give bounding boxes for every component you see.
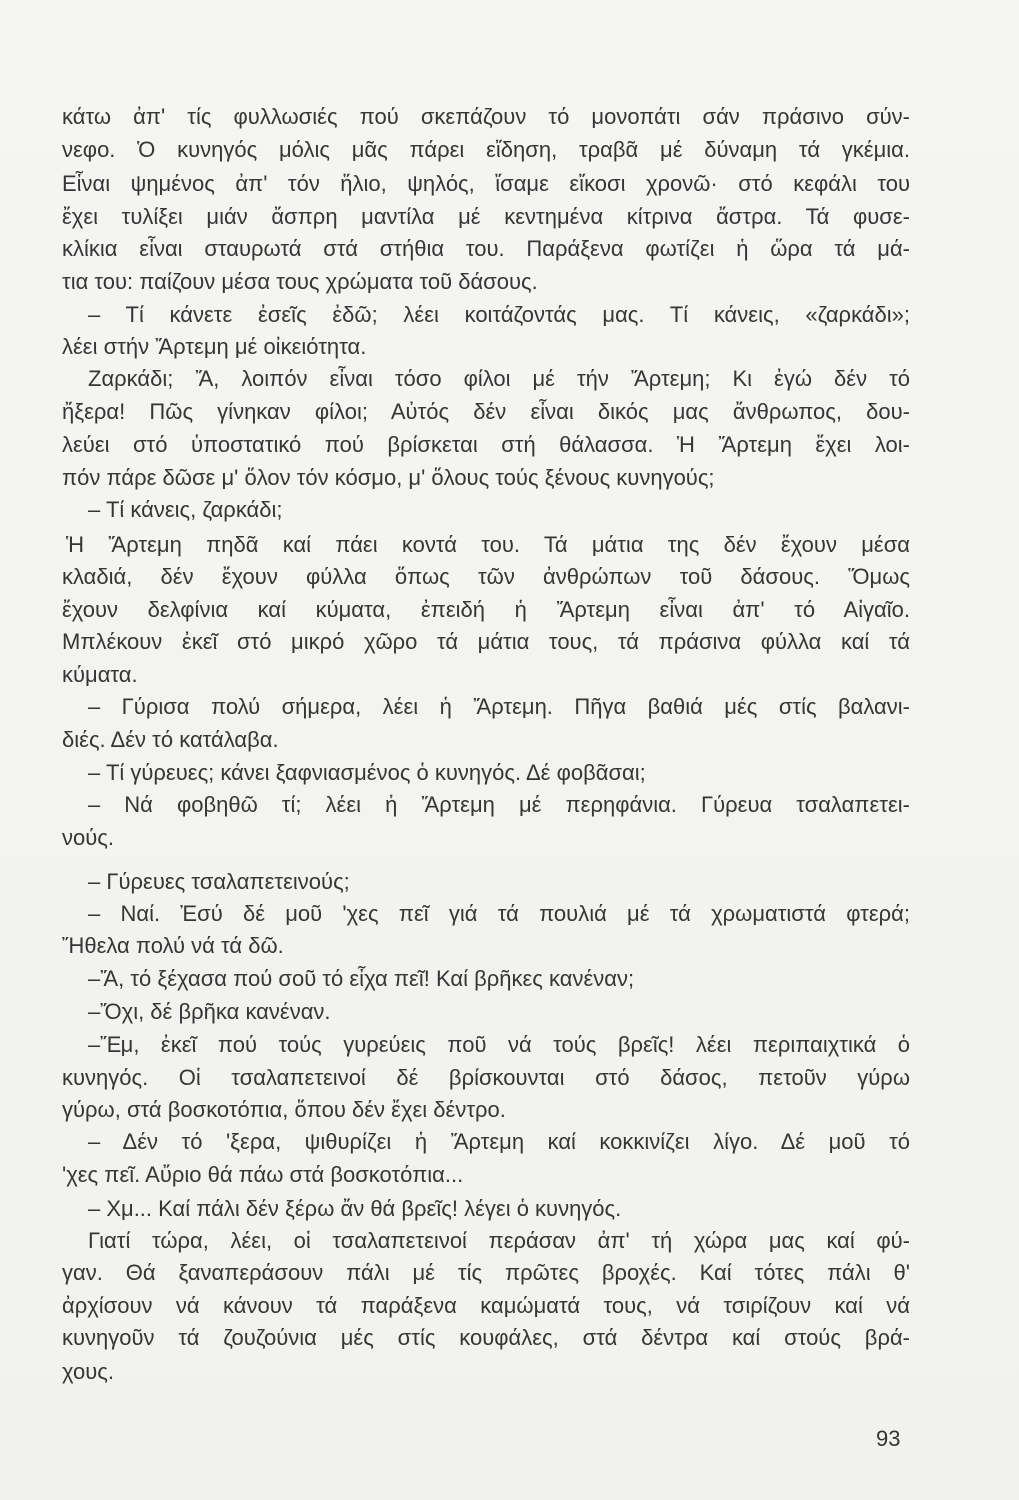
text-line: πόν πάρε δῶσε μ' ὅλον τόν κόσμο, μ' ὅλους τούς ξένους κυνηγούς; bbox=[62, 465, 715, 490]
dialogue-line: – Γύρευες τσαλαπετεινούς; bbox=[88, 869, 350, 894]
dialogue-line: – Γύρισα πολύ σήμερα, λέει ἡ Ἄρτεμη. Πῆγα βαθιά μές στίς βαλανι- bbox=[88, 694, 910, 719]
dialogue-line: – Τί κάνεις, ζαρκάδι; bbox=[88, 497, 283, 522]
dialogue-line: –Ὄχι, δέ βρῆκα κανέναν. bbox=[88, 999, 331, 1024]
text-line: τια του: παίζουν μέσα τους χρώματα τοῦ δάσους. bbox=[62, 269, 538, 294]
text-line: κλαδιά, δέν ἔχουν φύλλα ὅπως τῶν ἀνθρώπων τοῦ δάσους. Ὅμως bbox=[62, 564, 910, 589]
dialogue-line: –Ἄ, τό ξέχασα πού σοῦ τό εἶχα πεῖ! Καί βρῆκες κανέναν; bbox=[88, 966, 635, 991]
text-line: κλίκια εἶναι σταυρωτά στά στήθια του. Παράξενα φωτίζει ἡ ὥρα τά μά- bbox=[62, 236, 910, 261]
text-line: ἀρχίσουν νά κάνουν τά παράξενα καμώματά τους, νά τσιρίζουν καί νά bbox=[62, 1293, 910, 1318]
paragraph-start-line: Ζαρκάδι; Ἄ, λοιπόν εἶναι τόσο φίλοι μέ τήν Ἄρτεμη; Κι ἐγώ δέν τό bbox=[88, 366, 910, 391]
text-line: κάτω ἀπ' τίς φυλλωσιές πού σκεπάζουν τό μονοπάτι σάν πράσινο σύν- bbox=[62, 104, 910, 129]
dialogue-line: – Τί κάνετε ἐσεῖς ἐδῶ; λέει κοιτάζοντάς μας. Τί κάνεις, «ζαρκάδι»; bbox=[88, 302, 910, 327]
dialogue-line: – Νά φοβηθῶ τί; λέει ἡ Ἄρτεμη μέ περηφάνια. Γύρευα τσαλαπετει- bbox=[88, 792, 910, 817]
dialogue-line: –Ἔμ, ἐκεῖ πού τούς γυρεύεις ποῦ νά τούς βρεῖς! λέει περιπαιχτικά ὁ bbox=[88, 1032, 910, 1057]
text-line: 'χες πεῖ. Αὔριο θά πάω στά βοσκοτόπια... bbox=[62, 1162, 464, 1187]
text-line: λέει στήν Ἄρτεμη μέ οἰκειότητα. bbox=[62, 334, 367, 359]
dialogue-line: – Τί γύρευες; κάνει ξαφνιασμένος ὁ κυνηγός. Δέ φοβᾶσαι; bbox=[88, 760, 646, 785]
text-line: νούς. bbox=[62, 825, 114, 850]
text-line: ἤξερα! Πῶς γίνηκαν φίλοι; Αὐτός δέν εἶναι δικός μας ἄνθρωπος, δου- bbox=[62, 399, 910, 424]
dialogue-line: – Δέν τό 'ξερα, ψιθυρίζει ἡ Ἄρτεμη καί κοκκινίζει λίγο. Δέ μοῦ τό bbox=[88, 1129, 910, 1154]
text-line: κύματα. bbox=[62, 662, 138, 687]
text-line: γαν. Θά ξαναπεράσουν πάλι μέ τίς πρῶτες βροχές. Καί τότες πάλι θ' bbox=[62, 1260, 910, 1285]
text-line: Εἶναι ψημένος ἀπ' τόν ἥλιο, ψηλός, ἴσαμε εἴκοσι χρονῶ· στό κεφάλι του bbox=[62, 171, 910, 196]
text-line: γύρω, στά βοσκοτόπια, ὅπου δέν ἔχει δέντρο. bbox=[62, 1097, 506, 1122]
text-line: ἔχει τυλίξει μιάν ἄσπρη μαντίλα μέ κεντημένα κίτρινα ἄστρα. Τά φυσε- bbox=[62, 204, 910, 229]
text-line: Ἤθελα πολύ νά τά δῶ. bbox=[62, 933, 284, 958]
text-line: κυνηγός. Οἱ τσαλαπετεινοί δέ βρίσκουνται στό δάσος, πετοῦν γύρω bbox=[62, 1065, 910, 1090]
text-line: ἔχουν δελφίνια καί κύματα, ἐπειδή ἡ Ἄρτεμη εἶναι ἀπ' τό Αἰγαῖο. bbox=[62, 597, 910, 622]
text-line: λεύει στό ὑποστατικό πού βρίσκεται στή θάλασσα. Ἡ Ἄρτεμη ἔχει λοι- bbox=[62, 432, 910, 457]
text-line: νεφο. Ὁ κυνηγός μόλις μᾶς πάρει εἴδηση, τραβᾶ μέ δύναμη τά γκέμια. bbox=[62, 137, 910, 162]
page-number: 93 bbox=[876, 1426, 901, 1451]
text-line: Μπλέκουν ἐκεῖ στό μικρό χῶρο τά μάτια τους, τά πράσινα φύλλα καί τά bbox=[62, 629, 910, 654]
dialogue-line: – Χμ... Καί πάλι δέν ξέρω ἄν θά βρεῖς! λέγει ὁ κυνηγός. bbox=[88, 1196, 622, 1221]
paragraph-start-line: Ἡ Ἄρτεμη πηδᾶ καί πάει κοντά του. Τά μάτια της δέν ἔχουν μέσα bbox=[66, 532, 910, 557]
text-line: κυνηγοῦν τά ζουζούνια μές στίς κουφάλες, στά δέντρα καί στούς βρά- bbox=[62, 1325, 910, 1350]
text-line: διές. Δέν τό κατάλαβα. bbox=[62, 727, 279, 752]
paragraph-start-line: Γιατί τώρα, λέει, οἱ τσαλαπετεινοί περάσαν ἀπ' τή χώρα μας καί φύ- bbox=[88, 1228, 910, 1253]
text-line: χους. bbox=[62, 1359, 114, 1384]
dialogue-line: – Ναί. Ἐσύ δέ μοῦ 'χες πεῖ γιά τά πουλιά μέ τά χρωματιστά φτερά; bbox=[88, 901, 910, 926]
